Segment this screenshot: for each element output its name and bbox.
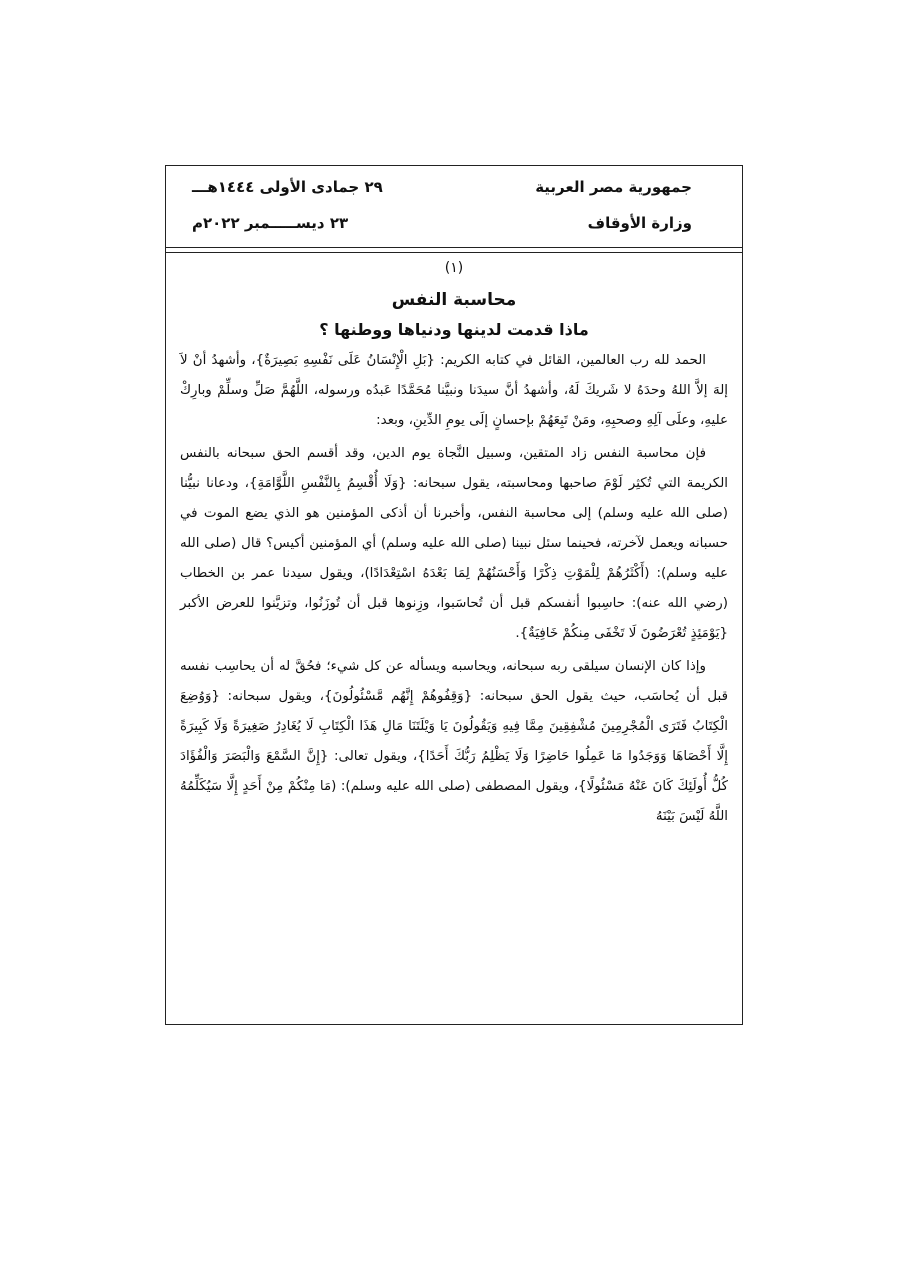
header-divider — [166, 247, 742, 248]
sermon-subtitle: ماذا قدمت لدينها ودنياها ووطنها ؟ — [319, 320, 589, 339]
gregorian-date: ٢٣ ديســـــمبر ٢٠٢٢م — [192, 214, 349, 232]
paragraph: فإن محاسبة النفس زاد المتقين، وسبيل النَّجاة يوم الدين، وقد أقسم الحق سبحانه بالنفس الكريمة التي تُكثِر لَوْمَ صاحبها ومحاسبته، يقول سبحانه: {وَلَا أُقْسِمُ بِالنَّفْسِ اللَّوَّامَةِ}، ودعانا نبيُّنا (صلى الله عليه وسلم) إلى محاسبة النفس، وأخبرنا أن أذكى المؤمنين هو الذي يضع الموت في حسبانه ويعمل لآخرته، فحينما سئل نبينا (صلى الله عليه وسلم) أي المؤمنين أكيس؟ قال (صلى الله عليه وسلم): (أَكْثَرُهُمْ لِلْمَوْتِ ذِكْرًا وَأَحْسَنُهُمْ لِمَا بَعْدَهُ اسْتِعْدَادًا)، ويقول سيدنا عمر بن الخطاب (رضي الله عنه): حاسِبوا أنفسكم قبل أن تُحاسَبوا، وزِنوها قبل أن تُوزَنُوا، وتزيَّنوا للعرض الأكبر {يَوْمَئِذٍ تُعْرَضُونَ لَا تَخْفَى مِنكُمْ خَافِيَةٌ}. — [180, 446, 728, 641]
hijri-date: ٢٩ جمادى الأولى ١٤٤٤هـــ — [192, 178, 383, 196]
sermon-number: (١) — [444, 260, 464, 276]
country-name: جمهورية مصر العربية — [535, 178, 692, 196]
document-header — [166, 166, 742, 253]
sermon-title: محاسبة النفس — [391, 290, 517, 310]
sermon-body — [166, 256, 742, 832]
ministry-name: وزارة الأوقاف — [587, 214, 692, 232]
paragraph: وإذا كان الإنسان سيلقى ربه سبحانه، ويحاسبه ويسأله عن كل شيء؛ فحُقَّ له أن يحاسِب نفسه قبل أن يُحاسَب، حيث يقول الحق سبحانه: {وَقِفُوهُمْ إِنَّهُم مَّسْئُولُونَ}، ويقول سبحانه: {وَوُضِعَ الْكِتَابُ فَتَرَى الْمُجْرِمِينَ مُشْفِقِينَ مِمَّا فِيهِ وَيَقُولُونَ يَا وَيْلَتَنَا مَالِ هَذَا الْكِتَابِ لَا يُغَادِرُ صَغِيرَةً وَلَا كَبِيرَةً إِلَّا أَحْصَاهَا وَوَجَدُوا مَا عَمِلُوا حَاضِرًا وَلَا يَظْلِمُ رَبُّكَ أَحَدًا}، ويقول تعالى: {إِنَّ السَّمْعَ وَالْبَصَرَ وَالْفُؤَادَ كُلُّ أُولَئِكَ كَانَ عَنْهُ مَسْئُولًا}، ويقول المصطفى (صلى الله عليه وسلم): (مَا مِنْكُمْ مِنْ أَحَدٍ إِلَّا سَيُكَلِّمُهُ اللَّهُ لَيْسَ بَيْنَهُ — [180, 659, 728, 824]
page-frame — [165, 165, 743, 1025]
paragraph: الحمد لله رب العالمين، القائل في كتابه الكريم: {بَلِ الْإِنْسَانُ عَلَى نَفْسِهِ بَصِيرَةٌ}، وأشهدُ أنْ لاَ إلهَ إلاَّ اللهُ وحدَهُ لا شَريكَ لَهُ، وأشهدُ أنَّ سيدَنا ونبيَّنا مُحَمَّدًا عَبدُه ورسوله، اللَّهُمَّ صَلِّ وسلِّمْ وبارِكْ عليهِ، وعلَى آلِهِ وصحبِهِ، ومَنْ تَبِعَهُمْ بإحسانٍ إلَى يومِ الدِّينِ، وبعد: — [180, 353, 728, 428]
